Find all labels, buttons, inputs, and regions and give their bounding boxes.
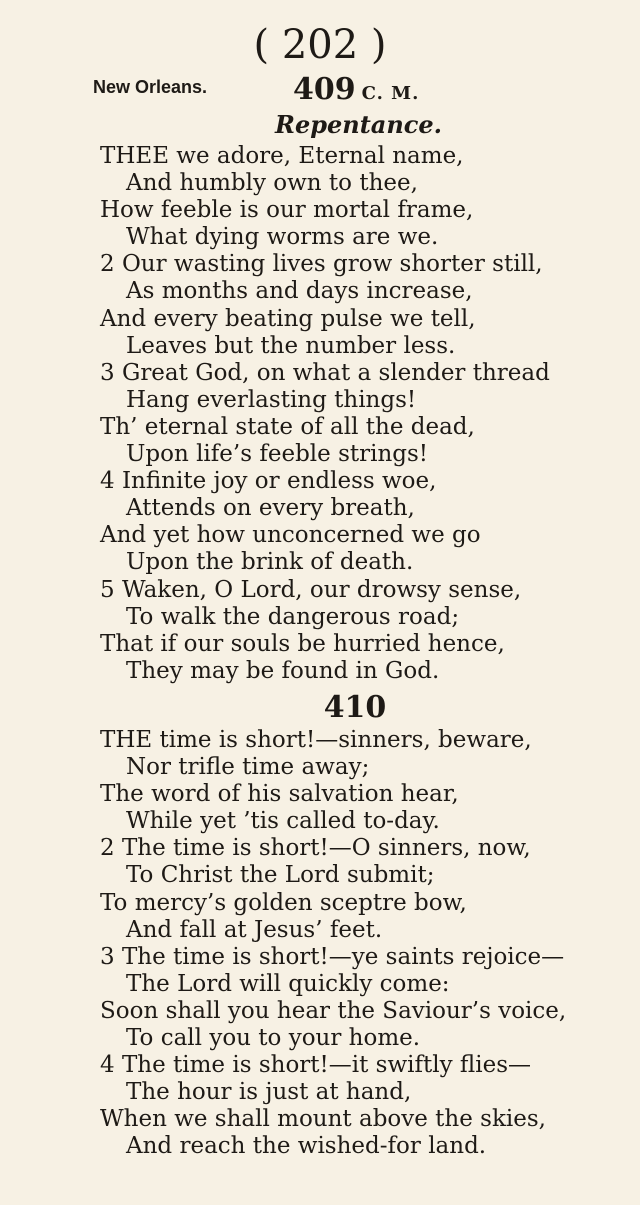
tune-name: New Orleans. (93, 77, 208, 97)
page-number: ( 202 ) (253, 22, 387, 68)
hymn-line: And yet how unconcerned we go (100, 522, 481, 549)
hymn-line: What dying worms are we. (126, 224, 439, 251)
hymn-line: Upon life’s feeble strings! (126, 441, 429, 468)
hymn-number: 409 (293, 72, 356, 107)
hymn-line: 5 Waken, O Lord, our drowsy sense, (100, 576, 522, 603)
hymn-line: That if our souls be hurried hence, (100, 630, 505, 657)
hymn-line: 4 The time is short!—it swiftly flies— (100, 1052, 532, 1079)
hymn-line: To mercy’s golden sceptre bow, (100, 889, 467, 916)
hymn-line: To call you to your home. (126, 1025, 421, 1052)
hymn-line: And humbly own to thee, (126, 170, 418, 197)
hymn-409-heading (293, 72, 419, 107)
hymn-line: 2 The time is short!—O sinners, now, (100, 835, 531, 862)
hymn-line: They may be found in God. (126, 657, 440, 684)
hymn-line: Leaves but the number less. (126, 332, 456, 359)
hymn-line: When we shall mount above the skies, (100, 1106, 546, 1133)
hymn-line: Nor trifle time away; (126, 754, 370, 781)
hymn-line: THE time is short!—sinners, beware, (100, 727, 532, 753)
hymn-line: And reach the wished-for land. (126, 1133, 487, 1160)
hymn-line: Th’ eternal state of all the dead, (100, 413, 475, 440)
hymn-line: To Christ the Lord submit; (126, 862, 435, 889)
hymn-line: 3 Great God, on what a slender thread (100, 359, 550, 386)
hymn-410-verses (0, 727, 640, 1161)
hymn-line: 3 The time is short!—ye saints rejoice— (100, 943, 565, 970)
hymn-line: While yet ’tis called to-day. (126, 808, 440, 835)
hymn-line: To walk the dangerous road; (126, 603, 460, 630)
hymn-line: How feeble is our mortal frame, (100, 197, 474, 224)
hymn-line: And every beating pulse we tell, (100, 305, 476, 332)
hymn-line: And fall at Jesus’ feet. (126, 916, 383, 943)
hymn-line: Upon the brink of death. (126, 549, 414, 576)
hymn-line: As months and days increase, (126, 278, 473, 305)
hymn-line: Soon shall you hear the Saviour’s voice, (100, 997, 567, 1024)
hymn-line: THEE we adore, Eternal name, (100, 143, 464, 169)
hymn-line: The hour is just at hand, (126, 1079, 412, 1106)
hymn-line: Hang everlasting things! (126, 386, 417, 413)
hymn-409-verses (0, 143, 640, 685)
hymn-meter: C. M. (361, 83, 420, 104)
hymn-line: The word of his salvation hear, (100, 781, 459, 808)
hymn-line: 4 Infinite joy or endless woe, (100, 468, 437, 495)
hymn-line: 2 Our wasting lives grow shorter still, (100, 251, 543, 278)
hymn-410-number: 410 (323, 690, 387, 725)
hymn-subject: Repentance. (275, 110, 443, 139)
hymn-line: The Lord will quickly come: (126, 970, 450, 997)
hymn-line: Attends on every breath, (126, 495, 415, 522)
